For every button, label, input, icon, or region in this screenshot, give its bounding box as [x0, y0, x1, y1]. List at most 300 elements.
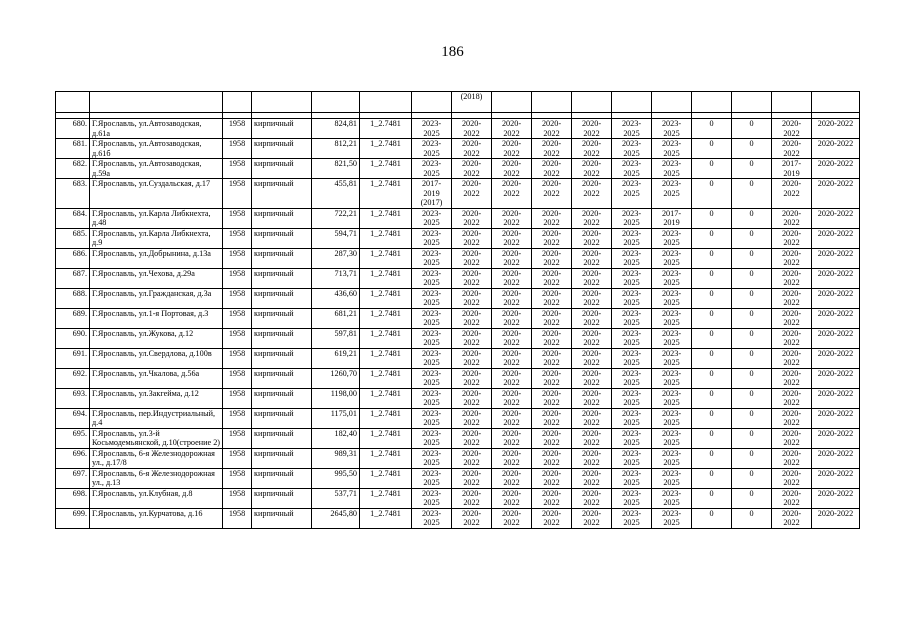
- period-cell-8: 2020-2022: [772, 408, 812, 428]
- table-row: [56, 139, 860, 159]
- row-number: 695.: [56, 428, 90, 448]
- row-number: 682.: [56, 159, 90, 179]
- period-cell-1: 2023-2025: [412, 508, 452, 528]
- period-cell-2: 2020-2022: [452, 288, 492, 308]
- area-cell: 722,21: [312, 208, 360, 228]
- period-cell-5: 2020-2022: [572, 508, 612, 528]
- area-cell: 182,40: [312, 428, 360, 448]
- period-cell-3: 2020-2022: [492, 388, 532, 408]
- wall-material-cell: кирпичный: [252, 388, 312, 408]
- table-row: [56, 308, 860, 328]
- build-year-cell: 1958: [223, 179, 252, 209]
- table-row: [56, 159, 860, 179]
- zero-cell-2: 0: [732, 448, 772, 468]
- period-cell-7: 2023-2025: [652, 119, 692, 139]
- code-cell: 1_2.7481: [360, 408, 412, 428]
- period-cell-7: 2023-2025: [652, 139, 692, 159]
- period-cell-5: 2020-2022: [572, 348, 612, 368]
- period-cell-9: 2020-2022: [812, 119, 860, 139]
- period-cell-4: 2020-2022: [532, 408, 572, 428]
- period-cell-2: 2020-2022: [452, 119, 492, 139]
- period-cell-3: 2020-2022: [492, 139, 532, 159]
- code-cell: 1_2.7481: [360, 468, 412, 488]
- period-cell-4: 2020-2022: [532, 488, 572, 508]
- code-cell: 1_2.7481: [360, 288, 412, 308]
- zero-cell-2: 0: [732, 488, 772, 508]
- zero-cell-2: 0: [732, 428, 772, 448]
- zero-cell-1: 0: [692, 428, 732, 448]
- period-cell-4: 2020-2022: [532, 348, 572, 368]
- period-cell-1: 2023-2025: [412, 308, 452, 328]
- period-cell-5: 2020-2022: [572, 328, 612, 348]
- row-number: 697.: [56, 468, 90, 488]
- wall-material-cell: кирпичный: [252, 508, 312, 528]
- wall-material-cell: кирпичный: [252, 328, 312, 348]
- wall-material-cell: кирпичный: [252, 208, 312, 228]
- zero-cell-2: 0: [732, 408, 772, 428]
- period-cell-8: 2017-2019: [772, 159, 812, 179]
- period-cell-9: 2020-2022: [812, 448, 860, 468]
- period-cell-8: 2020-2022: [772, 208, 812, 228]
- address-cell: Г.Ярославль, ул.Чехова, д.29а: [90, 268, 223, 288]
- period-cell-9: 2020-2022: [812, 408, 860, 428]
- period-cell-8: 2020-2022: [772, 248, 812, 268]
- period-cell-9: 2020-2022: [812, 388, 860, 408]
- period-cell-7: 2023-2025: [652, 179, 692, 209]
- period-cell-6: 2023-2025: [612, 448, 652, 468]
- period-cell-5: 2020-2022: [572, 159, 612, 179]
- zero-cell-1: 0: [692, 408, 732, 428]
- wall-material-cell: кирпичный: [252, 248, 312, 268]
- address-cell: Г.Ярославль, ул.Добрынина, д.13а: [90, 248, 223, 268]
- code-cell: 1_2.7481: [360, 228, 412, 248]
- period-cell-3: 2020-2022: [492, 488, 532, 508]
- zero-cell-2: 0: [732, 508, 772, 528]
- build-year-cell: 1958: [223, 159, 252, 179]
- header-continuation-row: [56, 92, 860, 113]
- period-cell-6: 2023-2025: [612, 368, 652, 388]
- code-cell: 1_2.7481: [360, 448, 412, 468]
- code-cell: 1_2.7481: [360, 328, 412, 348]
- period-cell-4: 2020-2022: [532, 228, 572, 248]
- period-cell-1: 2023-2025: [412, 468, 452, 488]
- row-number: 685.: [56, 228, 90, 248]
- code-cell: 1_2.7481: [360, 208, 412, 228]
- build-year-cell: 1958: [223, 488, 252, 508]
- period-cell-5: 2020-2022: [572, 488, 612, 508]
- period-cell-5: 2020-2022: [572, 268, 612, 288]
- header-note: (2018): [452, 92, 492, 113]
- wall-material-cell: кирпичный: [252, 308, 312, 328]
- address-cell: Г.Ярославль, ул.Автозаводская, д.61а: [90, 119, 223, 139]
- period-cell-1: 2023-2025: [412, 159, 452, 179]
- row-number: 688.: [56, 288, 90, 308]
- period-cell-1: 2023-2025: [412, 448, 452, 468]
- code-cell: 1_2.7481: [360, 268, 412, 288]
- period-cell-2: 2020-2022: [452, 488, 492, 508]
- zero-cell-2: 0: [732, 228, 772, 248]
- wall-material-cell: кирпичный: [252, 268, 312, 288]
- code-cell: 1_2.7481: [360, 159, 412, 179]
- period-cell-4: 2020-2022: [532, 179, 572, 209]
- zero-cell-1: 0: [692, 119, 732, 139]
- period-cell-6: 2023-2025: [612, 139, 652, 159]
- period-cell-6: 2023-2025: [612, 119, 652, 139]
- period-cell-5: 2020-2022: [572, 139, 612, 159]
- period-cell-9: 2020-2022: [812, 208, 860, 228]
- period-cell-8: 2020-2022: [772, 428, 812, 448]
- period-cell-5: 2020-2022: [572, 308, 612, 328]
- table-row: [56, 288, 860, 308]
- period-cell-7: 2023-2025: [652, 228, 692, 248]
- period-cell-2: 2020-2022: [452, 228, 492, 248]
- period-cell-7: 2023-2025: [652, 288, 692, 308]
- area-cell: 1175,01: [312, 408, 360, 428]
- period-cell-6: 2023-2025: [612, 408, 652, 428]
- row-number: 684.: [56, 208, 90, 228]
- period-cell-4: 2020-2022: [532, 308, 572, 328]
- period-cell-5: 2020-2022: [572, 119, 612, 139]
- period-cell-1: 2023-2025: [412, 268, 452, 288]
- period-cell-5: 2020-2022: [572, 228, 612, 248]
- period-cell-2: 2020-2022: [452, 139, 492, 159]
- period-cell-7: 2017-2019: [652, 208, 692, 228]
- address-cell: Г.Ярославль, 6-я Железнодорожная ул., д.13: [90, 468, 223, 488]
- period-cell-1: 2023-2025: [412, 248, 452, 268]
- period-cell-7: 2023-2025: [652, 328, 692, 348]
- period-cell-4: 2020-2022: [532, 268, 572, 288]
- table-body: [56, 92, 860, 529]
- period-cell-3: 2020-2022: [492, 288, 532, 308]
- row-number: 687.: [56, 268, 90, 288]
- period-cell-4: 2020-2022: [532, 368, 572, 388]
- period-cell-4: 2020-2022: [532, 288, 572, 308]
- row-number: 696.: [56, 448, 90, 468]
- period-cell-8: 2020-2022: [772, 228, 812, 248]
- period-cell-7: 2023-2025: [652, 448, 692, 468]
- code-cell: 1_2.7481: [360, 488, 412, 508]
- period-cell-1: 2023-2025: [412, 119, 452, 139]
- build-year-cell: 1958: [223, 119, 252, 139]
- period-cell-3: 2020-2022: [492, 268, 532, 288]
- period-cell-2: 2020-2022: [452, 388, 492, 408]
- code-cell: 1_2.7481: [360, 428, 412, 448]
- period-cell-8: 2020-2022: [772, 288, 812, 308]
- wall-material-cell: кирпичный: [252, 119, 312, 139]
- zero-cell-1: 0: [692, 308, 732, 328]
- period-cell-1: 2023-2025: [412, 428, 452, 448]
- period-cell-8: 2020-2022: [772, 308, 812, 328]
- area-cell: 821,50: [312, 159, 360, 179]
- wall-material-cell: кирпичный: [252, 139, 312, 159]
- period-cell-3: 2020-2022: [492, 428, 532, 448]
- period-cell-4: 2020-2022: [532, 208, 572, 228]
- table-row: [56, 268, 860, 288]
- period-cell-9: 2020-2022: [812, 468, 860, 488]
- period-cell-4: 2020-2022: [532, 428, 572, 448]
- address-cell: Г.Ярославль, ул.3-й Косьмодемьянской, д.10(строение 2): [90, 428, 223, 448]
- address-cell: Г.Ярославль, ул.Автозаводская, д.61б: [90, 139, 223, 159]
- zero-cell-1: 0: [692, 288, 732, 308]
- table-row: [56, 468, 860, 488]
- code-cell: 1_2.7481: [360, 248, 412, 268]
- code-cell: 1_2.7481: [360, 388, 412, 408]
- period-cell-9: 2020-2022: [812, 228, 860, 248]
- period-cell-7: 2023-2025: [652, 488, 692, 508]
- row-number: 692.: [56, 368, 90, 388]
- period-cell-1: 2023-2025: [412, 408, 452, 428]
- period-cell-8: 2020-2022: [772, 348, 812, 368]
- zero-cell-1: 0: [692, 368, 732, 388]
- build-year-cell: 1958: [223, 408, 252, 428]
- code-cell: 1_2.7481: [360, 119, 412, 139]
- table-row: [56, 368, 860, 388]
- period-cell-1: 2023-2025: [412, 208, 452, 228]
- zero-cell-2: 0: [732, 268, 772, 288]
- area-cell: 455,81: [312, 179, 360, 209]
- period-cell-2: 2020-2022: [452, 268, 492, 288]
- period-cell-7: 2023-2025: [652, 368, 692, 388]
- table-row: [56, 388, 860, 408]
- period-cell-7: 2023-2025: [652, 348, 692, 368]
- area-cell: 436,60: [312, 288, 360, 308]
- table-row: [56, 488, 860, 508]
- period-cell-3: 2020-2022: [492, 159, 532, 179]
- area-cell: 681,21: [312, 308, 360, 328]
- zero-cell-1: 0: [692, 208, 732, 228]
- period-cell-4: 2020-2022: [532, 388, 572, 408]
- period-cell-2: 2020-2022: [452, 348, 492, 368]
- table-row: [56, 508, 860, 528]
- period-cell-6: 2023-2025: [612, 328, 652, 348]
- page-number: 186: [441, 44, 464, 60]
- period-cell-3: 2020-2022: [492, 208, 532, 228]
- period-cell-9: 2020-2022: [812, 488, 860, 508]
- address-cell: Г.Ярославль, 6-я Железнодорожная ул., д.17/8: [90, 448, 223, 468]
- zero-cell-1: 0: [692, 388, 732, 408]
- wall-material-cell: кирпичный: [252, 228, 312, 248]
- build-year-cell: 1958: [223, 248, 252, 268]
- period-cell-3: 2020-2022: [492, 508, 532, 528]
- period-cell-5: 2020-2022: [572, 179, 612, 209]
- period-cell-6: 2023-2025: [612, 388, 652, 408]
- zero-cell-1: 0: [692, 488, 732, 508]
- row-number: 680.: [56, 119, 90, 139]
- period-cell-2: 2020-2022: [452, 428, 492, 448]
- build-year-cell: 1958: [223, 348, 252, 368]
- period-cell-5: 2020-2022: [572, 428, 612, 448]
- table-row: [56, 248, 860, 268]
- build-year-cell: 1958: [223, 368, 252, 388]
- build-year-cell: 1958: [223, 139, 252, 159]
- period-cell-7: 2023-2025: [652, 468, 692, 488]
- period-cell-6: 2023-2025: [612, 208, 652, 228]
- period-cell-8: 2020-2022: [772, 268, 812, 288]
- row-number: 686.: [56, 248, 90, 268]
- zero-cell-1: 0: [692, 179, 732, 209]
- period-cell-2: 2020-2022: [452, 328, 492, 348]
- period-cell-1: 2023-2025: [412, 328, 452, 348]
- period-cell-8: 2020-2022: [772, 139, 812, 159]
- zero-cell-1: 0: [692, 348, 732, 368]
- period-cell-6: 2023-2025: [612, 179, 652, 209]
- period-cell-5: 2020-2022: [572, 288, 612, 308]
- address-cell: Г.Ярославль, ул.Автозаводская, д.59а: [90, 159, 223, 179]
- period-cell-7: 2023-2025: [652, 408, 692, 428]
- period-cell-6: 2023-2025: [612, 159, 652, 179]
- wall-material-cell: кирпичный: [252, 179, 312, 209]
- address-cell: Г.Ярославль, ул.Карла Либкнехта, д.48: [90, 208, 223, 228]
- period-cell-3: 2020-2022: [492, 179, 532, 209]
- period-cell-9: 2020-2022: [812, 368, 860, 388]
- table-row: [56, 328, 860, 348]
- wall-material-cell: кирпичный: [252, 468, 312, 488]
- wall-material-cell: кирпичный: [252, 488, 312, 508]
- period-cell-3: 2020-2022: [492, 468, 532, 488]
- address-cell: Г.Ярославль, ул.Курчатова, д.16: [90, 508, 223, 528]
- zero-cell-2: 0: [732, 179, 772, 209]
- zero-cell-1: 0: [692, 159, 732, 179]
- address-cell: Г.Ярославль, ул.1-я Портовая, д.3: [90, 308, 223, 328]
- build-year-cell: 1958: [223, 268, 252, 288]
- row-number: 693.: [56, 388, 90, 408]
- row-number: 694.: [56, 408, 90, 428]
- code-cell: 1_2.7481: [360, 139, 412, 159]
- period-cell-3: 2020-2022: [492, 248, 532, 268]
- zero-cell-2: 0: [732, 348, 772, 368]
- period-cell-9: 2020-2022: [812, 508, 860, 528]
- period-cell-7: 2023-2025: [652, 268, 692, 288]
- period-cell-3: 2020-2022: [492, 348, 532, 368]
- period-cell-3: 2020-2022: [492, 448, 532, 468]
- period-cell-3: 2020-2022: [492, 228, 532, 248]
- period-cell-4: 2020-2022: [532, 139, 572, 159]
- build-year-cell: 1958: [223, 208, 252, 228]
- period-cell-6: 2023-2025: [612, 288, 652, 308]
- period-cell-1: 2017-2019 (2017): [412, 179, 452, 209]
- address-cell: Г.Ярославль, ул.Закгейма, д.12: [90, 388, 223, 408]
- zero-cell-2: 0: [732, 328, 772, 348]
- period-cell-1: 2023-2025: [412, 368, 452, 388]
- table-row: [56, 179, 860, 209]
- row-number: 683.: [56, 179, 90, 209]
- zero-cell-2: 0: [732, 468, 772, 488]
- period-cell-5: 2020-2022: [572, 388, 612, 408]
- period-cell-8: 2020-2022: [772, 508, 812, 528]
- zero-cell-1: 0: [692, 468, 732, 488]
- period-cell-7: 2023-2025: [652, 508, 692, 528]
- code-cell: 1_2.7481: [360, 368, 412, 388]
- area-cell: 597,81: [312, 328, 360, 348]
- build-year-cell: 1958: [223, 428, 252, 448]
- row-number: 690.: [56, 328, 90, 348]
- period-cell-7: 2023-2025: [652, 388, 692, 408]
- period-cell-3: 2020-2022: [492, 368, 532, 388]
- area-cell: 824,81: [312, 119, 360, 139]
- zero-cell-2: 0: [732, 308, 772, 328]
- period-cell-8: 2020-2022: [772, 328, 812, 348]
- period-cell-4: 2020-2022: [532, 448, 572, 468]
- period-cell-3: 2020-2022: [492, 119, 532, 139]
- wall-material-cell: кирпичный: [252, 448, 312, 468]
- build-year-cell: 1958: [223, 508, 252, 528]
- period-cell-8: 2020-2022: [772, 119, 812, 139]
- period-cell-2: 2020-2022: [452, 468, 492, 488]
- period-cell-6: 2023-2025: [612, 428, 652, 448]
- period-cell-6: 2023-2025: [612, 468, 652, 488]
- row-number: 681.: [56, 139, 90, 159]
- period-cell-5: 2020-2022: [572, 448, 612, 468]
- housing-register-table: [55, 91, 860, 529]
- table-row: [56, 228, 860, 248]
- period-cell-7: 2023-2025: [652, 428, 692, 448]
- table-row: [56, 348, 860, 368]
- row-number: 691.: [56, 348, 90, 368]
- build-year-cell: 1958: [223, 328, 252, 348]
- period-cell-6: 2023-2025: [612, 268, 652, 288]
- period-cell-1: 2023-2025: [412, 288, 452, 308]
- wall-material-cell: кирпичный: [252, 368, 312, 388]
- period-cell-5: 2020-2022: [572, 368, 612, 388]
- area-cell: 1260,70: [312, 368, 360, 388]
- code-cell: 1_2.7481: [360, 308, 412, 328]
- build-year-cell: 1958: [223, 308, 252, 328]
- address-cell: Г.Ярославль, ул.Гражданская, д.3а: [90, 288, 223, 308]
- zero-cell-2: 0: [732, 139, 772, 159]
- table-row: [56, 448, 860, 468]
- period-cell-1: 2023-2025: [412, 348, 452, 368]
- zero-cell-2: 0: [732, 119, 772, 139]
- area-cell: 287,30: [312, 248, 360, 268]
- period-cell-2: 2020-2022: [452, 208, 492, 228]
- area-cell: 2645,80: [312, 508, 360, 528]
- table-row: [56, 208, 860, 228]
- address-cell: Г.Ярославль, ул.Жукова, д.12: [90, 328, 223, 348]
- period-cell-1: 2023-2025: [412, 388, 452, 408]
- build-year-cell: 1958: [223, 468, 252, 488]
- address-cell: Г.Ярославль, ул.Клубная, д.8: [90, 488, 223, 508]
- zero-cell-1: 0: [692, 139, 732, 159]
- period-cell-6: 2023-2025: [612, 248, 652, 268]
- period-cell-8: 2020-2022: [772, 368, 812, 388]
- period-cell-7: 2023-2025: [652, 159, 692, 179]
- wall-material-cell: кирпичный: [252, 428, 312, 448]
- period-cell-5: 2020-2022: [572, 408, 612, 428]
- zero-cell-2: 0: [732, 368, 772, 388]
- area-cell: 594,71: [312, 228, 360, 248]
- period-cell-9: 2020-2022: [812, 288, 860, 308]
- period-cell-8: 2020-2022: [772, 488, 812, 508]
- row-number: 699.: [56, 508, 90, 528]
- period-cell-2: 2020-2022: [452, 408, 492, 428]
- code-cell: 1_2.7481: [360, 508, 412, 528]
- period-cell-1: 2023-2025: [412, 488, 452, 508]
- zero-cell-1: 0: [692, 448, 732, 468]
- address-cell: Г.Ярославль, ул.Свердлова, д.100в: [90, 348, 223, 368]
- period-cell-7: 2023-2025: [652, 308, 692, 328]
- period-cell-8: 2020-2022: [772, 468, 812, 488]
- table-row: [56, 428, 860, 448]
- period-cell-4: 2020-2022: [532, 508, 572, 528]
- address-cell: Г.Ярославль, ул.Чкалова, д.56а: [90, 368, 223, 388]
- period-cell-6: 2023-2025: [612, 488, 652, 508]
- zero-cell-2: 0: [732, 248, 772, 268]
- address-cell: Г.Ярославль, пер.Индустриальный, д.4: [90, 408, 223, 428]
- zero-cell-1: 0: [692, 228, 732, 248]
- zero-cell-1: 0: [692, 268, 732, 288]
- period-cell-5: 2020-2022: [572, 248, 612, 268]
- wall-material-cell: кирпичный: [252, 288, 312, 308]
